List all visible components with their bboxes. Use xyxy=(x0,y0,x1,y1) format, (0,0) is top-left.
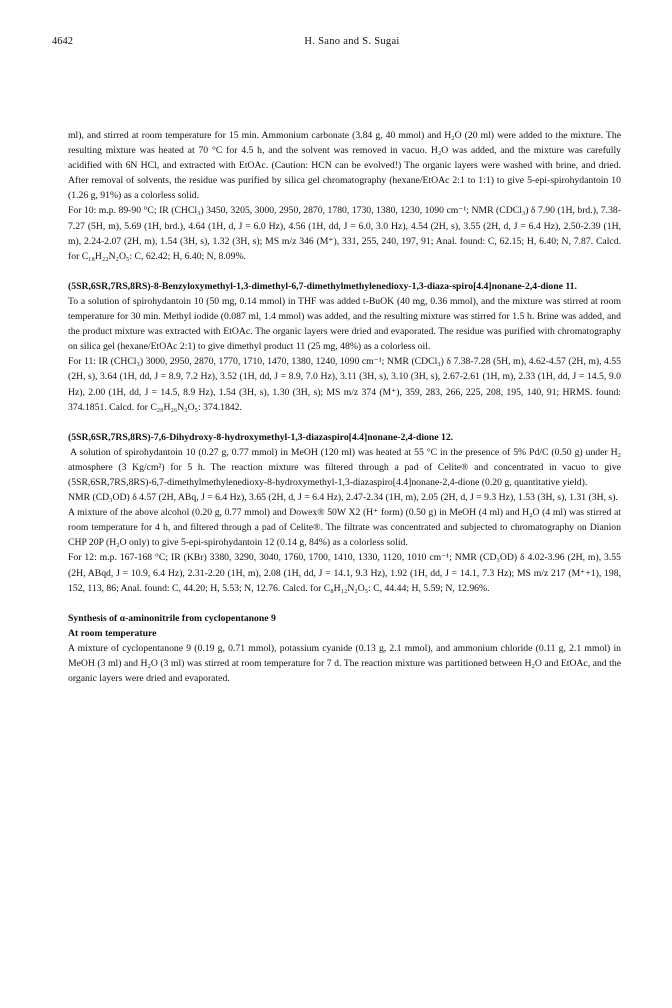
section-title-aminonitrile: Synthesis of α-aminonitrile from cyclopentanone 9 xyxy=(68,612,276,624)
section-gap xyxy=(68,264,621,279)
section-gap xyxy=(68,415,621,430)
paragraph-compound-11-prep: To a solution of spirohydantoin 10 (50 mg, 0.14 mmol) in THF was added t-BuOK (40 mg, 0.36 mmol), and the mixture was stirred at room temperature for 30 min. Methyl iodide (0.087 ml, 1.4 mmol) was added, and the resulting mixture was stirred for 1.5 h. Brine was added, and the product mixture was extracted with EtOAc. The organic layers were dried and evaporated. The residue was purified with chromatography on silica gel (hexane/EtOAc 2:1) to give dimethyl product 11 (25 mg, 48%) as a colorless oil. xyxy=(68,295,621,353)
article-body xyxy=(68,128,621,686)
running-authors: H. Sano and S. Sugai xyxy=(304,36,400,47)
subsection-title-room-temperature: At room temperature xyxy=(68,627,157,639)
paragraph-alcohol-nmr: NMR (CD₃OD) δ 4.57 (2H, ABq, J = 6.4 Hz), 3.65 (2H, d, J = 6.4 Hz), 2.47-2.34 (1H, m), 2.05 (2H, d, J = 9.3 Hz), 1.53 (3H, s), 1.31 (3H, s). xyxy=(68,492,618,504)
running-header xyxy=(52,36,652,50)
paragraph-hydrogenation: A solution of spirohydantoin 10 (0.27 g, 0.77 mmol) in MeOH (120 ml) was heated at 55 °C in the presence of 5% Pd/C (0.50 g) under H₂ atmosphere (3 Kg/cm²) for 5 h. The reaction mixture was filtered through a pad of Celite® and concentrated in vacuo to give (5SR,6SR,7RS,8RS)-6,7-dimethylmethylenedioxy-8-hydroxymethyl-1,3-diazaspiro[4.4]nonane-2,4-dione (0.20 g, quantitative yield). xyxy=(68,446,621,488)
paragraph-spirohydantoin-prep: ml), and stirred at room temperature for 15 min. Ammonium carbonate (3.84 g, 40 mmol) and H₂O (20 ml) were added to the mixture. The resulting mixture was heated at 70 °C for 4.5 h, and the solvent was removed in vacuo. H₂O was added, and the mixture was carefully acidified with 6N HCl, and extracted with EtOAc. (Caution: HCN can be evolved!) The organic layers were washed with brine, and dried. After removal of solvents, the residue was purified by silica gel chromatography (hexane/EtOAc 2:1 to 1:1) to give 5-epi-spirohydantoin 10 (1.26 g, 91%) as a colorless solid. xyxy=(68,130,621,202)
section-gap xyxy=(68,596,621,611)
paragraph-aminonitrile-prep: A mixture of cyclopentanone 9 (0.19 g, 0.71 mmol), potassium cyanide (0.13 g, 2.1 mmol), and ammonium chloride (0.11 g, 2.1 mmol) in MeOH (3 ml) and H₂O (3 ml) was stirred at room temperature for 7 d. The reaction mixture was partitioned between H₂O and EtOAc, and the organic layers were dried and evaporated. xyxy=(68,642,621,685)
paragraph-compound-11-data: For 11: IR (CHCl₃) 3000, 2950, 2870, 1770, 1710, 1470, 1380, 1240, 1090 cm⁻¹; NMR (CDCl₃) δ 7.38-7.28 (5H, m), 4.62-4.57 (2H, m), 4.55 (2H, s), 3.64 (1H, dd, J = 8.9, 7.2 Hz), 3.52 (1H, dd, J = 8.9, 7.0 Hz), 3.11 (3H, s), 3.10 (3H, s), 2.67-2.61 (1H, m), 2.33 (1H, dd, J = 14.5, 9.0 Hz), 2.00 (1H, dd, J = 14.5, 8.9 Hz), 1.54 (3H, s), 1.30 (3H, s); MS m/z 374 (M⁺), 359, 283, 266, 225, 208, 195, 140, 91; HRMS. found: 374.1851. Calcd. for C₂₀H₂₆N₂O₅: 374.1842. xyxy=(68,356,621,413)
paragraph-deprotection: A mixture of the above alcohol (0.20 g, 0.77 mmol) and Dowex® 50W X2 (H⁺ form) (0.50 g) in MeOH (4 ml) and H₂O (4 ml) was stirred at room temperature for 4 h, and filtered through a pad of Celite®. The filtrate was concentrated and subjected to chromatography on Dianion CHP 20P (H₂O only) to give 5-epi-spirohydantoin 12 (0.14 g, 84%) as a colorless solid. xyxy=(68,507,621,549)
paragraph-compound-12-data: For 12: m.p. 167-168 °C; IR (KBr) 3380, 3290, 3040, 1760, 1700, 1410, 1330, 1120, 1010 cm⁻¹; NMR (CD₃OD) δ 4.02-3.96 (2H, m), 3.55 (2H, ABqd, J = 10.9, 6.4 Hz), 2.31-2.20 (1H, m), 2.08 (1H, dd, J = 14.1, 9.3 Hz), 1.92 (1H, dd, J = 14.1, 7.3 Hz); MS m/z 217 (M⁺+1), 198, 152, 113, 86; Anal. found: C, 44.20; H, 5.53; N, 12.76. Calcd. for C₈H₁₂N₂O₅: C, 44.44; H, 5.59; N, 12.96%. xyxy=(68,552,621,594)
section-title-compound-11: (5SR,6SR,7RS,8RS)-8-Benzyloxymethyl-1,3-dimethyl-6,7-dimethylmethylenedioxy-1,3-diaza-spiro[4.4]nonane-2,4-dione 11. xyxy=(68,280,577,292)
section-title-compound-12: (5SR,6SR,7RS,8RS)-7,6-Dihydroxy-8-hydroxymethyl-1,3-diazaspiro[4.4]nonane-2,4-dione 12. xyxy=(68,431,454,443)
page-number: 4642 xyxy=(52,36,73,47)
paragraph-compound-10-data: For 10: m.p. 89-90 °C; IR (CHCl₃) 3450, 3205, 3000, 2950, 2870, 1780, 1730, 1380, 1230, 1090 cm⁻¹; NMR (CDCl₃) δ 7.90 (1H, brd.), 7.38-7.27 (5H, m), 5.69 (1H, brd.), 4.64 (1H, d, J = 6.0 Hz), 4.56 (1H, dd, J = 6.0, 3.0 Hz), 4.54 (2H, s), 3.55 (2H, d, J = 6.4 Hz), 2.50-2.39 (1H, m), 2.24-2.07 (2H, m), 1.54 (3H, s), 1.32 (3H, s); MS m/z 346 (M⁺), 331, 255, 240, 197, 91; Anal. found: C, 62.15; H, 6.40; N, 7.87. Calcd. for C₁₈H₂₂N₂O₅: C, 62.42; H, 6.40; N, 8.09%. xyxy=(68,205,621,262)
